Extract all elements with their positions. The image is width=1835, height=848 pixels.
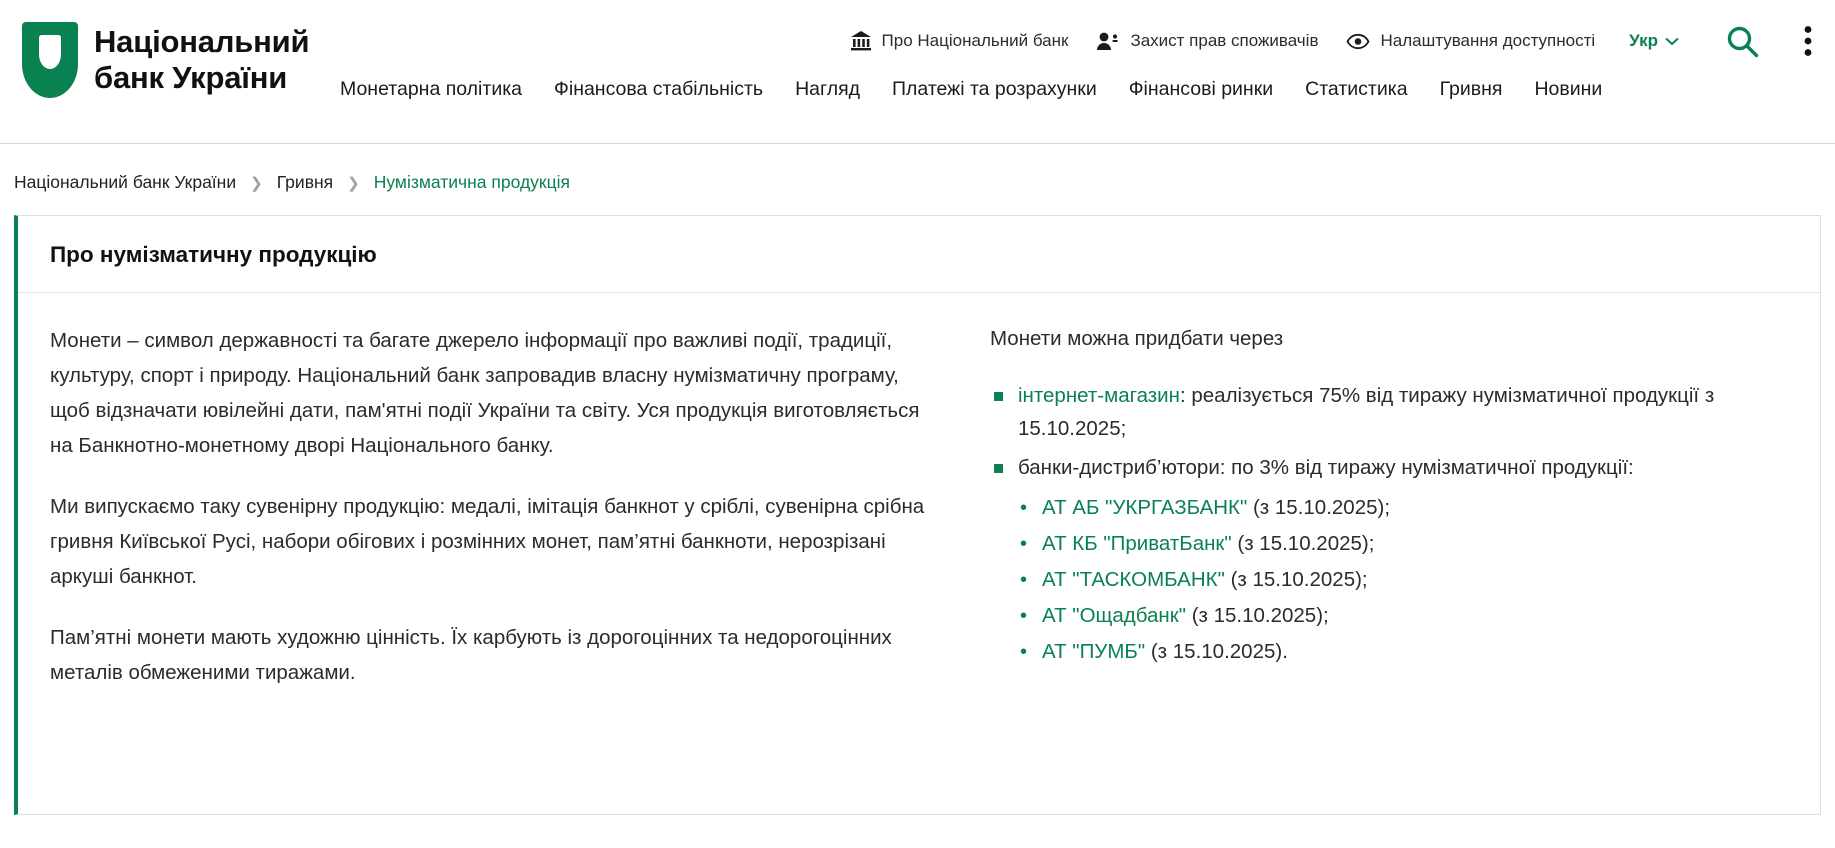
nav-item-financial-stability[interactable]: Фінансова стабільність [554,78,764,100]
purchase-channels-list [990,379,1786,670]
site-header [0,0,1835,144]
online-shop-details: : реалізується 75% від тиражу нумізматичної продукції з 15.10.2025; [1018,384,1715,440]
distributor-banks-text: банки-дистриб’ютори: по 3% від тиражу нумізматичної продукції: [1018,456,1634,479]
breadcrumb-item-home[interactable]: Національний банк України [14,172,237,192]
breadcrumb-item-hryvnia[interactable]: Гривня [276,172,334,192]
nav-item-supervision[interactable]: Нагляд [795,78,861,100]
logo-text-line2: банк України [94,60,288,95]
bank-link-oschadbank[interactable]: АТ "Ощадбанк" [1042,604,1186,627]
page-title: Про нумізматичну продукцію [50,242,377,267]
bank-link-privatbank[interactable]: АТ КБ "ПриватБанк" [1042,532,1232,555]
nav-item-news[interactable]: Новини [1534,78,1603,100]
breadcrumb [0,144,1835,215]
utility-item-accessibility[interactable] [1346,31,1595,51]
nav-item-financial-markets[interactable]: Фінансові ринки [1128,78,1274,100]
purchase-channel-distributor-banks [990,451,1786,670]
online-shop-link[interactable]: інтернет-магазин [1018,384,1180,407]
content-card-body [18,293,1820,730]
description-paragraph-1: Монети – символ державності та багате джерело інформації про важливі події, традиції, культуру, спорт і природу. Національний банк запровадив власну нумізматичну програму, щоб відзначати ювілейні дати, пам'ятні події України та світу. Уся продукція виготовляється на Банкнотно-монетному дворі Національного банку. [50,329,920,457]
distributor-banks-list [1018,490,1786,670]
content-card-header [18,216,1820,293]
utility-item-about-label: Про Національний банк [881,31,1069,50]
nav-item-hryvnia[interactable]: Гривня [1439,78,1503,100]
purchase-channels-column [990,323,1786,690]
purchase-channels-title: Монети можна придбати через [990,327,1284,350]
bank-date-privatbank: (з 15.10.2025); [1237,532,1375,555]
utility-item-accessibility-label: Налаштування доступності [1380,31,1596,50]
utility-item-consumer-rights[interactable] [1096,31,1318,51]
bank-link-pumb[interactable]: АТ "ПУМБ" [1042,640,1146,663]
breadcrumb-separator-icon: ❯ [250,174,263,192]
utility-item-about[interactable] [850,31,1069,51]
breadcrumb-item-current: Нумізматична продукція [373,172,570,192]
bank-link-ukrgasbank[interactable]: АТ АБ "УКРГАЗБАНК" [1042,496,1248,519]
bank-date-oschadbank: (з 15.10.2025); [1191,604,1329,627]
bank-date-ukrgasbank: (з 15.10.2025); [1252,496,1391,519]
utility-nav [850,24,1813,58]
bank-icon [850,31,872,51]
user-shield-icon [1096,31,1120,51]
description-column [50,323,930,690]
bank-link-tascombank[interactable]: АТ "ТАСКОМБАНК" [1042,568,1225,591]
language-switcher[interactable] [1629,31,1679,51]
content-card [14,215,1821,815]
kebab-menu-icon[interactable] [1803,25,1813,57]
bank-date-pumb: (з 15.10.2025). [1150,640,1288,663]
nav-item-payments[interactable]: Платежі та розрахунки [892,78,1097,100]
logo-text-line1: Національний [94,24,310,59]
eye-icon [1346,33,1370,50]
language-switcher-label: Укр [1629,31,1658,50]
list-item [1018,526,1786,562]
purchase-channel-online-shop [990,379,1786,445]
site-logo[interactable] [22,22,309,98]
nbu-emblem-icon [22,22,78,98]
main-nav [340,78,1813,101]
list-item [1018,490,1786,526]
description-paragraph-2: Ми випускаємо таку сувенірну продукцію: медалі, імітація банкнот у сріблі, сувенірна срібна гривня Київської Русі, набори обігових і розмінних монет, пам’ятні банкноти, нерозрізані аркуші банкнот. [50,495,925,588]
utility-item-consumer-rights-label: Захист прав споживачів [1130,31,1319,50]
list-item [1018,634,1786,670]
list-item [1018,562,1786,598]
chevron-down-icon [1665,31,1679,51]
breadcrumb-separator-icon: ❯ [347,174,360,192]
list-item [1018,598,1786,634]
nav-item-statistics[interactable]: Статистика [1305,78,1408,100]
nav-item-monetary-policy[interactable]: Монетарна політика [340,78,523,100]
bank-date-tascombank: (з 15.10.2025); [1230,568,1368,591]
logo-text [94,24,309,96]
search-icon[interactable] [1725,24,1759,58]
description-paragraph-3: Пам’ятні монети мають художню цінність. Їх карбують із дорогоцінних та недорогоцінних металів обмеженими тиражами. [50,626,892,684]
